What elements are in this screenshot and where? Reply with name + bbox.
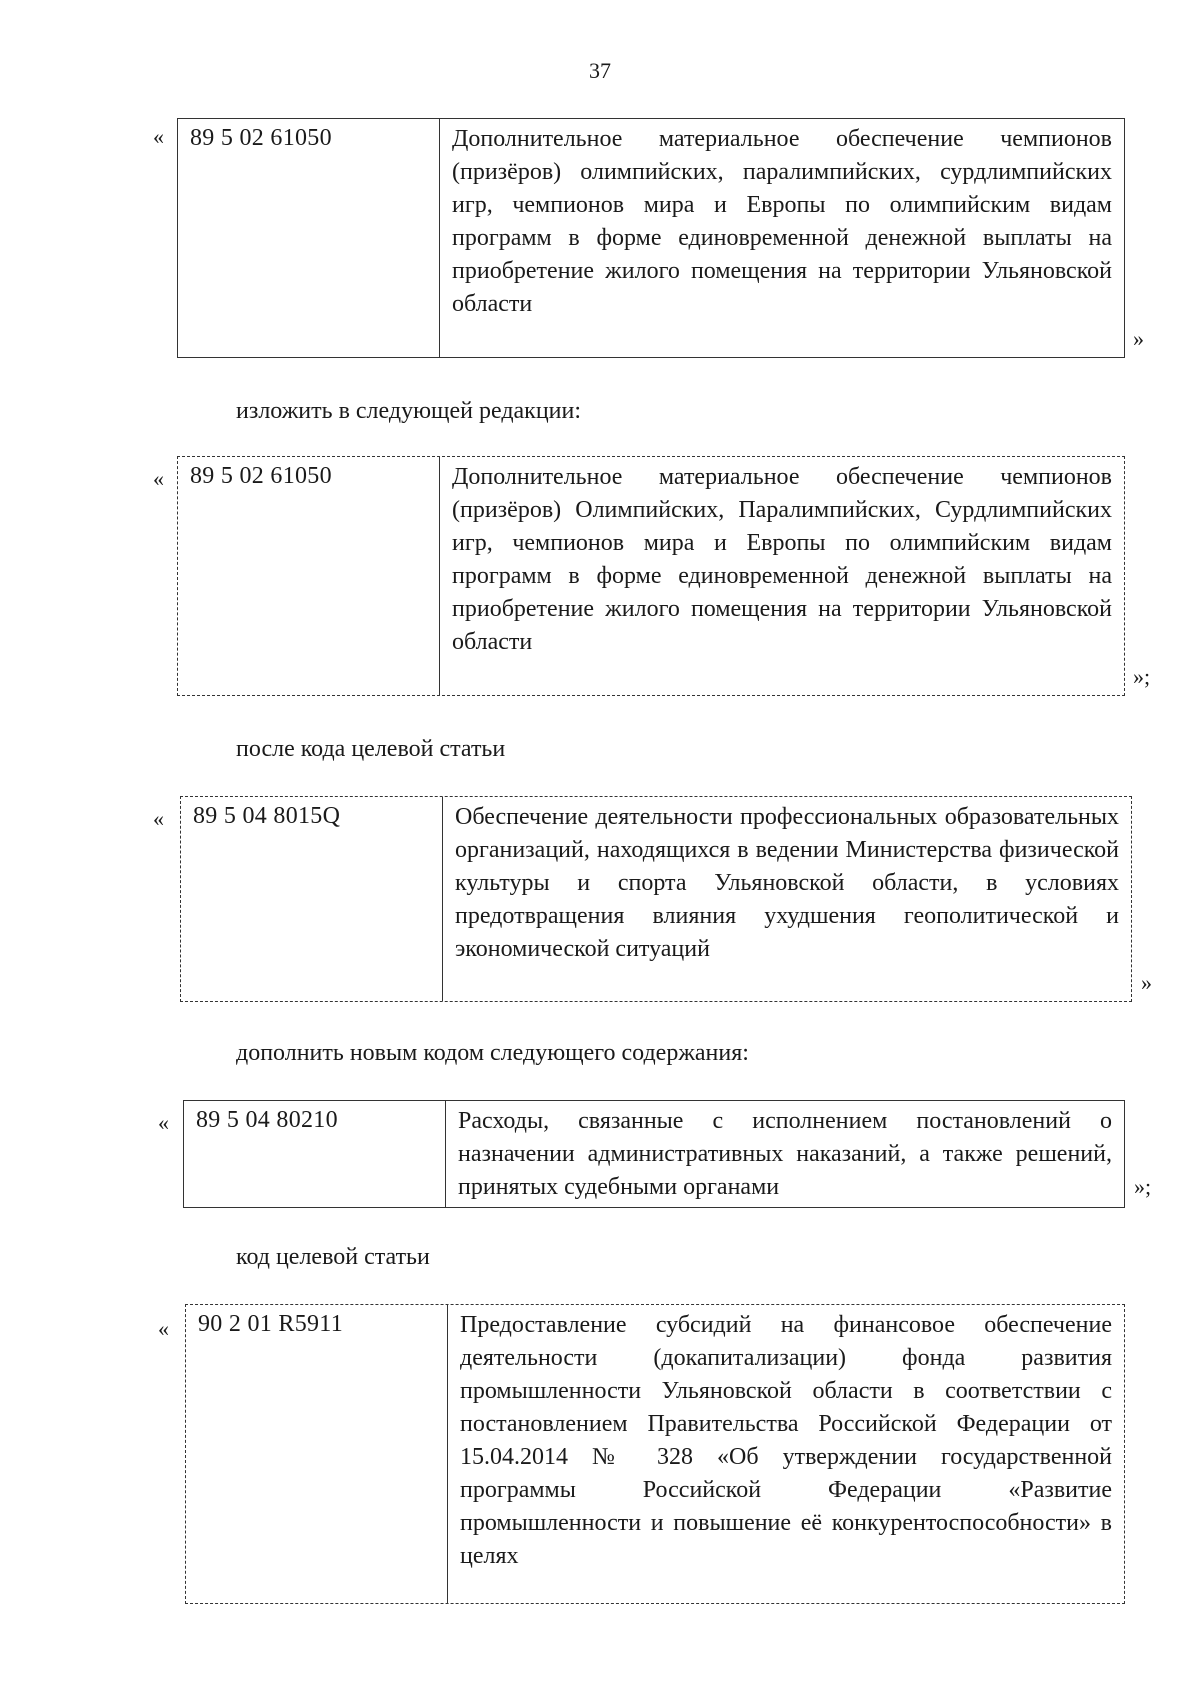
open-quote: « xyxy=(158,1110,169,1135)
code-table-3 xyxy=(180,796,1132,1002)
code-table-1 xyxy=(177,118,1125,358)
target-code: 89 5 02 61050 xyxy=(178,119,440,357)
open-quote: « xyxy=(158,1316,169,1341)
code-description: Дополнительное материальное обеспечение чемпионов (призёров) Олимпийских, Паралимпийских, Сурдлимпийских игр, чемпионов мира и Европы по олимпийским видам программ в форме единовременной денежной выплаты на приобретение жилого помещения на территории Ульяновской области xyxy=(452,464,1112,655)
open-quote: « xyxy=(153,124,164,149)
instruction-paragraph: после кода целевой статьи xyxy=(236,736,506,762)
instruction-paragraph: код целевой статьи xyxy=(236,1244,430,1270)
page-number: 37 xyxy=(589,58,611,83)
close-quote: »; xyxy=(1134,1174,1152,1199)
code-description: Расходы, связанные с исполнением постановлений о назначении административных наказаний, а также решений, принятых судебными органами xyxy=(458,1108,1112,1200)
target-code: 89 5 04 80210 xyxy=(184,1101,446,1207)
code-table-5 xyxy=(185,1304,1125,1604)
open-quote: « xyxy=(153,806,164,831)
code-description: Дополнительное материальное обеспечение чемпионов (призёров) олимпийских, паралимпийских, сурдлимпийских игр, чемпионов мира и Европы по олимпийским видам программ в форме единовременной денежной выплаты на приобретение жилого помещения на территории Ульяновской области xyxy=(452,126,1112,317)
code-table-4 xyxy=(183,1100,1125,1208)
open-quote: « xyxy=(153,466,164,491)
target-code: 89 5 04 8015Q xyxy=(181,797,443,1001)
code-table-2 xyxy=(177,456,1125,696)
target-code: 90 2 01 R5911 xyxy=(186,1305,448,1603)
close-quote: » xyxy=(1141,970,1152,995)
close-quote: » xyxy=(1133,326,1144,351)
instruction-paragraph: изложить в следующей редакции: xyxy=(236,398,582,424)
code-description: Обеспечение деятельности профессиональных образовательных организаций, находящихся в ведении Министерства физической культуры и спорта Ульяновской области, в условиях предотвращения влияния ухудшения геополитической и экономической ситуаций xyxy=(455,804,1119,962)
target-code: 89 5 02 61050 xyxy=(178,457,440,695)
instruction-paragraph: дополнить новым кодом следующего содержания: xyxy=(236,1040,749,1066)
close-quote: »; xyxy=(1133,664,1151,689)
code-description: Предоставление субсидий на финансовое обеспечение деятельности (докапитализации) фонда развития промышленности Ульяновской области в соответствии с постановлением Правительства Российской Федерации от 15.04.2014 № 328 «Об утверждении государственной программы Российской Федерации «Развитие промышленности и повышение её конкурентоспособности» в целях xyxy=(460,1312,1112,1569)
